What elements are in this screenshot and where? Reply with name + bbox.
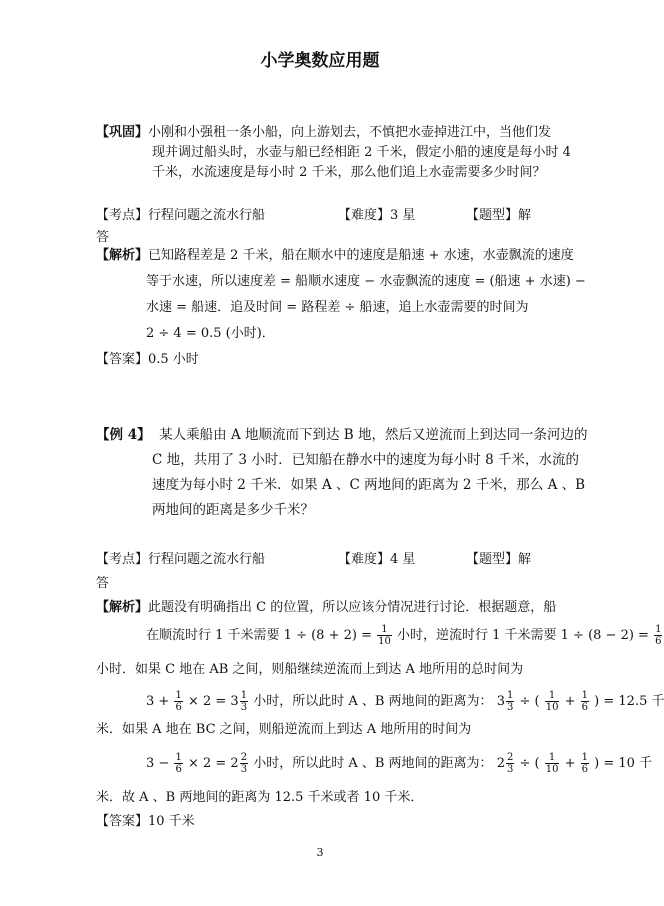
- problem2-jiexi-line3: 小时．如果 C 地在 AB 之间，则船继续逆流而上到达 A 地所用的总时间为: [96, 662, 524, 677]
- problem2-tixing: 【题型】解: [466, 552, 532, 567]
- problem1-line2: 现并调过船头时，水壶与船已经相距 2 千米，假定小船的速度是每小时 4: [152, 145, 571, 160]
- problem1-jiexi-line3: 水速 = 船速．追及时间 = 路程差 ÷ 船速，追上水壶需要的时间为: [146, 300, 529, 315]
- fraction-1-6: $\frac{1}{6}$: [655, 624, 662, 647]
- problem2-tixing-cont: 答: [96, 576, 110, 591]
- problem2-jiexi: 【解析】此题没有明确指出 C 的位置，所以应该分情况进行讨论．根据题意，船: [96, 600, 557, 615]
- problem2-line3: 速度为每小时 2 千米．如果 A 、C 两地间的距离为 2 千米，那么 A 、B: [152, 477, 586, 493]
- problem2-line2: C 地，共用了 3 小时．已知船在静水中的速度为每小时 8 千米，水流的: [152, 452, 579, 468]
- problem1-answer: 【答案】0.5 小时: [96, 352, 199, 367]
- problem1-jiexi-line4: 2 ÷ 4 = 0.5 (小时)．: [146, 326, 275, 341]
- problem2-line4: 两地间的距离是多少千米？: [152, 502, 314, 518]
- problem2-kaodian: 【考点】行程问题之流水行船: [96, 552, 266, 567]
- problem2-answer: 【答案】10 千米: [96, 814, 195, 829]
- page-number: 3: [316, 846, 324, 859]
- fraction-1-10: $\frac{1}{10}$: [378, 624, 391, 647]
- problem1-tixing: 【题型】解: [466, 208, 532, 223]
- problem2-jiexi-line4: 3 + $\frac{1}{6}$ × 2 = 3 $\frac{1}{3}$ 小时，所以此时 A 、B 两地间的距离为： 3 $\frac{1}{3}$ ÷ ( $\frac{1}{10}$ + $\frac{1}{6}$ ) = 12.5 千: [146, 690, 664, 713]
- problem1-text: 【巩固】小刚和小强租一条小船，向上游划去，不慎把水壶掉进江中，当他们发: [96, 125, 552, 140]
- problem2-jiexi-line2: 在顺流时行 1 千米需要 1 ÷ (8 + 2) = $\frac{1}{10}$ 小时，逆流时行 1 千米需要 1 ÷ (8 − 2) = $\frac{1}{6}$: [146, 624, 662, 647]
- problem2-jiexi-line6: 3 − $\frac{1}{6}$ × 2 = 2 $\frac{2}{3}$ 小时，所以此时 A 、B 两地间的距离为： 2 $\frac{2}{3}$ ÷ ( $\frac{1}{10}$ + $\frac{1}{6}$ ) = 10 千: [146, 752, 653, 775]
- problem1-kaodian: 【考点】行程问题之流水行船: [96, 208, 266, 223]
- page-title: 小学奥数应用题: [260, 51, 380, 71]
- problem1-tixing-cont: 答: [96, 230, 110, 245]
- problem2-tag: 【例 4】: [96, 427, 151, 443]
- problem2-text: 【例 4】 某人乘船由 A 地顺流而下到达 B 地，然后又逆流而上到达同一条河边的: [96, 427, 588, 443]
- problem2-jiexi-line7: 米．故 A 、B 两地间的距离为 12.5 千米或者 10 千米．: [96, 790, 424, 805]
- problem2-jiexi-line5: 米．如果 A 地在 BC 之间，则船逆流而上到达 A 地所用的时间为: [96, 722, 472, 737]
- problem1-tag: 【巩固】: [96, 125, 149, 140]
- problem1-nandu: 【难度】3 星: [338, 208, 416, 223]
- problem1-jiexi-line2: 等于水速，所以速度差 = 船顺水速度 − 水壶飘流的速度 = (船速 + 水速) −: [146, 274, 586, 289]
- problem1-jiexi: 【解析】已知路程差是 2 千米，船在顺水中的速度是船速 + 水速，水壶飘流的速度: [96, 248, 574, 263]
- problem2-nandu: 【难度】4 星: [338, 552, 416, 567]
- problem1-line3: 千米，水流速度是每小时 2 千米，那么他们追上水壶需要多少时间？: [152, 165, 546, 180]
